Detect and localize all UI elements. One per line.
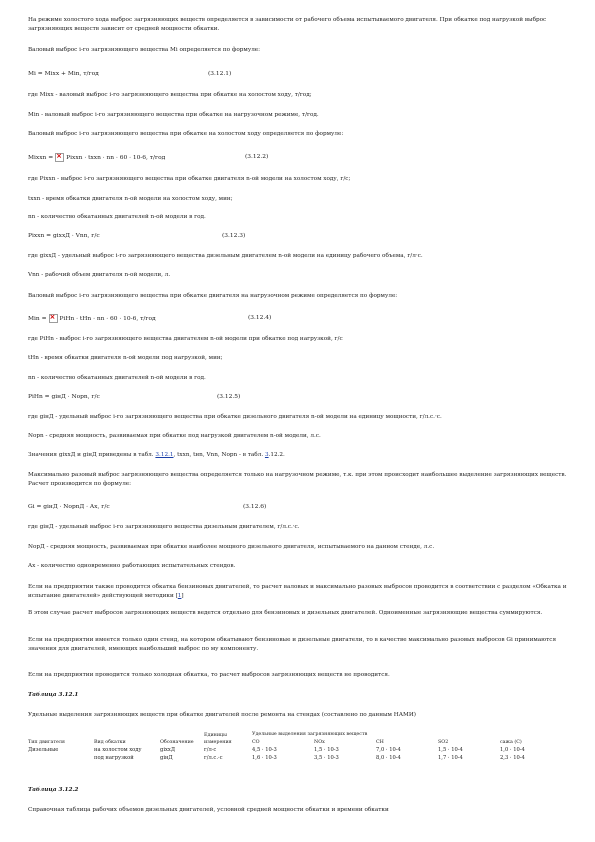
table-cell <box>28 755 94 763</box>
table-cell: giнД <box>160 755 173 761</box>
text-run: , txxn, tнn, Vnn, Nopn - в табл. <box>173 452 264 458</box>
broken-image-icon: × <box>55 153 64 162</box>
formula-number: (3.12.1) <box>208 71 232 77</box>
emissions-table <box>28 731 554 763</box>
col-header-group: Удельные выделения загрязняющих веществ <box>252 732 368 737</box>
paragraph <box>28 451 573 460</box>
paragraph: NopД - средняя мощность, развиваемая при обкатке наиболее мощного дизельного двигателя, испытываемого на данном стенде, л.с. <box>28 544 435 550</box>
paragraph: Vnn - рабочий объем двигателя n-ой модели, л. <box>28 272 171 278</box>
paragraph: Nopn - средняя мощность, развиваемая при обкатке под нагрузкой двигателем n-ой модели, л.с. <box>28 433 321 439</box>
paragraph: где giнД - удельный выброс i-го загрязняющего вещества дизельным двигателем, г/л.с.·с. <box>28 524 300 530</box>
table-cell: gixxД <box>160 747 176 753</box>
table-cell: г/л·с <box>204 747 217 753</box>
formula-left: Min = <box>28 316 47 322</box>
paragraph: где Pixxn - выброс i-го загрязняющего вещества при обкатке двигателя n-ой модели на холостом ходу, г/с; <box>28 176 351 182</box>
table-cell: на холостом ходу <box>94 747 142 753</box>
table-cell: г/л.с.·с <box>204 755 223 761</box>
paragraph: где PiHn - выброс i-го загрязняющего вещества двигателем n-ой модели при обкатке под нагрузкой, г/с <box>28 336 343 342</box>
table-cell: 3,5 · 10-3 <box>314 755 339 761</box>
paragraph: Валовый выброс i-го загрязняющего вещества Mi определяется по формуле: <box>28 47 261 53</box>
text-run: Если на предприятии также проводится обкатка бензиновых двигателей, то расчет валовых и максимально разовых выбросов проводится в соответствии с разделом «Обкатка и испытание двигателей» действующей методики [ <box>28 584 567 599</box>
formula-right: Pixxn · txxn · nn · 60 · 10-6, т/год <box>66 155 166 161</box>
col-header-units: Единицы измерения <box>204 733 232 745</box>
formula-3-12-4 <box>28 314 156 324</box>
paragraph: Min - валовый выброс i-го загрязняющего вещества при обкатке на нагрузочном режиме, т/год. <box>28 112 319 118</box>
formula-number: (3.12.4) <box>248 315 272 321</box>
table-row <box>28 747 554 755</box>
paragraph: Валовый выброс i-го загрязняющего вещества при обкатке на холостом ходу определяется по формуле: <box>28 131 344 137</box>
table-caption: Справочная таблица рабочих объемов дизельных двигателей, условной средней мощности обкатки и времени обкатки <box>28 807 389 813</box>
col-header-designation: Обозначение <box>160 740 194 745</box>
paragraph: tHn - время обкатки двигателя n-ой модели под нагрузкой, мин; <box>28 355 223 361</box>
col-header-soot: сажа (С) <box>500 740 522 745</box>
table-cell: 4,5 · 10-3 <box>252 747 277 753</box>
table-cell: 1,6 · 10-3 <box>252 755 277 761</box>
formula-3-12-5: PiHn = giнД · Nopn, г/с <box>28 394 100 400</box>
paragraph: nn - количество обкатанных двигателей n-ой модели в год. <box>28 214 206 220</box>
paragraph: Максимально разовый выброс загрязняющего вещества определяется только на нагрузочном режиме, т.к. при этом происходит наибольшее выделение загрязняющих веществ. Расчет производится по формуле: <box>28 472 567 487</box>
col-header-co: CO <box>252 740 260 745</box>
col-header-engine-type: Тип двигателя <box>28 740 65 745</box>
paragraph: где gixxД - удельный выброс i-го загрязняющего вещества дизельным двигателем n-ой модели на единицу рабочего объема, г/л·с. <box>28 253 423 259</box>
text-run: Значения gixxД и giнД приведены в табл. <box>28 452 154 458</box>
formula-3-12-2 <box>28 153 165 163</box>
table-cell: 1,5 · 10-4 <box>438 747 463 753</box>
paragraph: Если на предприятии проводится только холодная обкатка, то расчет выбросов загрязняющих веществ не проводится. <box>28 672 390 678</box>
text-run: ] <box>181 593 184 599</box>
reference-link-1[interactable]: 1 <box>177 593 182 599</box>
paragraph: где giнД - удельный выброс i-го загрязняющего вещества при обкатке дизельного двигателя n-ой модели на единицу мощности, г/л.с.·с. <box>28 414 442 420</box>
table-cell: Дизельные <box>28 747 59 753</box>
formula-left: Mixxn = <box>28 155 54 161</box>
table-title: Таблица 3.12.2 <box>28 787 79 793</box>
paragraph: txxn - время обкатки двигателя n-ой модели на холостом ходу, мин; <box>28 196 233 202</box>
text-run: .12.2. <box>268 452 285 458</box>
table-cell: 1,7 · 10-4 <box>438 755 463 761</box>
broken-image-icon: × <box>49 314 58 323</box>
table-cell: 1,0 · 10-4 <box>500 747 525 753</box>
paragraph: nn - количество обкатанных двигателей n-ой модели в год. <box>28 375 206 381</box>
table-caption: Удельные выделения загрязняющих веществ при обкатке двигателей после ремонта на стендах (составлено по данным НАМИ) <box>28 712 417 718</box>
table-title: Таблица 3.12.1 <box>28 692 79 698</box>
formula-right: PiHn · tHn · nn · 60 · 10-6, т/год <box>59 316 156 322</box>
table-cell: 1,5 · 10-3 <box>314 747 339 753</box>
table-cell: 8,0 · 10-4 <box>376 755 401 761</box>
paragraph: где Mixx - валовый выброс i-го загрязняющего вещества при обкатке на холостом ходу, т/год; <box>28 92 312 98</box>
table-cell: 2,3 · 10-4 <box>500 755 525 761</box>
formula-3-12-6: Gi = giнД · NopnД · Ax, г/с <box>28 504 110 510</box>
col-header-so2: SO2 <box>438 740 449 745</box>
formula-number: (3.12.2) <box>245 154 269 160</box>
table-cell: 7,0 · 10-4 <box>376 747 401 753</box>
paragraph: Если на предприятии имеется только один стенд, на котором обкатывают бензиновые и дизельные двигатели, то в качестве максимально разовых выбросов Gi принимаются значения для двигателей, имеющих наибольший выброс по му компоненту. <box>28 637 557 652</box>
formula-3-12-3: Pixxn = gixxД · Vnn, г/с <box>28 233 100 239</box>
paragraph: На режиме холостого хода выброс загрязняющих веществ определяется в зависимости от рабочего объема испытываемого двигателя. При обкатке под нагрузкой выброс загрязняющих веществ зависит от средней мощности обкатки. <box>28 17 547 32</box>
table-link-3-12-2[interactable]: 3 <box>264 452 269 458</box>
col-header-nox: NOx <box>314 740 325 745</box>
table-link-3-12-1[interactable]: 3.12.1 <box>155 452 174 458</box>
formula-number: (3.12.5) <box>217 394 241 400</box>
table-row <box>28 755 554 763</box>
paragraph: В этом случае расчет выбросов загрязняющих веществ ведется отдельно для бензиновых и дизельных двигателей. Одноименные загрязняющие вещества суммируются. <box>28 610 543 616</box>
col-header-break-in-type: Вид обкатки <box>94 740 126 745</box>
formula-number: (3.12.6) <box>243 504 267 510</box>
col-header-ch: CH <box>376 740 384 745</box>
formula-3-12-1: Mi = Mixx + Min, т/год <box>28 71 99 77</box>
table-cell: под нагрузкой <box>94 755 134 761</box>
paragraph: Ax - количество одновременно работающих испытательных стендов. <box>28 563 236 569</box>
paragraph <box>28 583 573 601</box>
paragraph: Валовый выброс i-го загрязняющего вещества при обкатке двигателя на нагрузочном режиме определяется по формуле: <box>28 293 398 299</box>
formula-number: (3.12.3) <box>222 233 246 239</box>
